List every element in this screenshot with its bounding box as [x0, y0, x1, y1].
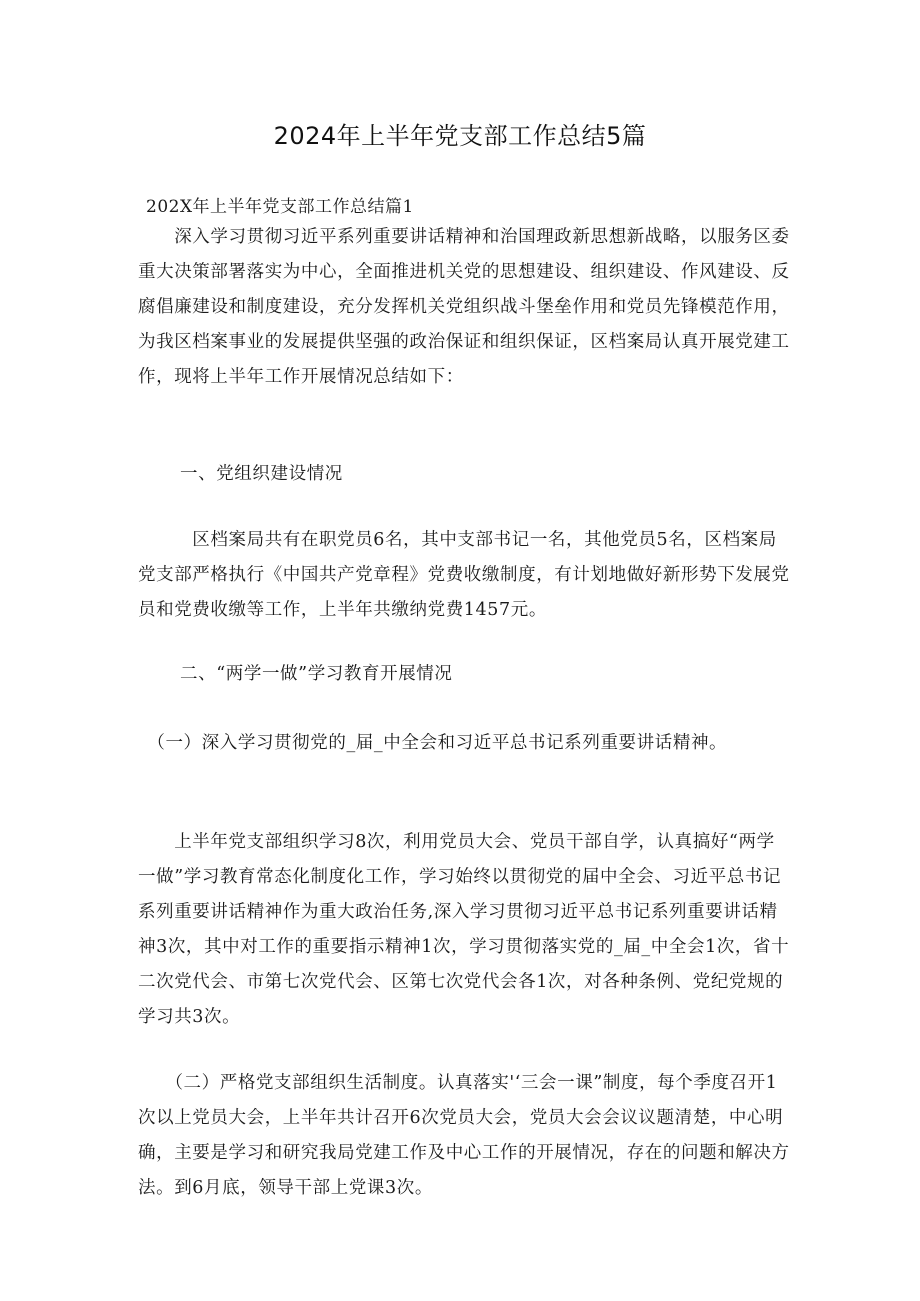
subsection-2-paragraph: （二）严格党支部组织生活制度。认真落实'‘三会一课”制度，每个季度召开1次以上党员大会，上半年共计召开6次党员大会，党员大会会议议题清楚，中心明确，主要是学习和研究我局党建工作及中心工作的开展情况，存在的问题和解决方法。到6月底，领导干部上党课3次。	[138, 1073, 790, 1198]
section-heading-2: 二、“两学一做”学习教育开展情况	[180, 664, 453, 684]
subsection-1-paragraph: 上半年党支部组织学习8次，利用党员大会、党员干部自学，认真搞好“两学一做”学习教育常态化制度化工作，学习始终以贯彻党的届中全会、习近平总书记系列重要讲话精神作为重大政治任务,深入学习贯彻习近平总书记系列重要讲话精神3次，其中对工作的重要指示精神1次，学习贯彻落实党的_届_中全会1次，省十二次党代会、市第七次党代会、区第七次党代会各1次，对各种条例、党纪党规的学习共3次。	[138, 832, 790, 1027]
document-subtitle: 202X年上半年党支部工作总结篇1	[146, 197, 414, 217]
section-heading-1: 一、党组织建设情况	[180, 464, 343, 484]
document-title: 2024年上半年党支部工作总结5篇	[273, 122, 647, 150]
subsection-1-heading: （一）深入学习贯彻党的_届_中全会和习近平总书记系列重要讲话精神。	[138, 733, 728, 753]
section-1-paragraph: 区档案局共有在职党员6名，其中支部书记一名，其他党员5名，区档案局党支部严格执行《中国共产党章程》党费收缴制度，有计划地做好新形势下发展党员和党费收缴等工作，上半年共缴纳党费1457元。	[138, 530, 790, 620]
intro-paragraph: 深入学习贯彻习近平系列重要讲话精神和治国理政新思想新战略，以服务区委重大决策部署落实为中心，全面推进机关党的思想建设、组织建设、作风建设、反腐倡廉建设和制度建设，充分发挥机关党组织战斗堡垒作用和党员先锋模范作用，为我区档案事业的发展提供坚强的政治保证和组织保证，区档案局认真开展党建工作，现将上半年工作开展情况总结如下：	[138, 227, 790, 387]
